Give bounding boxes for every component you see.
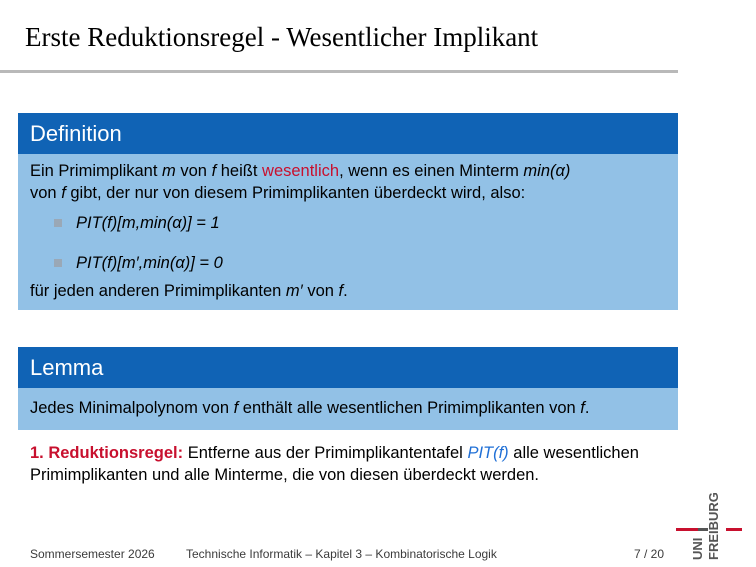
definition-intro-line-2 [30, 182, 666, 204]
title-divider [0, 70, 678, 73]
symbol-minterm: min(α) [523, 162, 571, 180]
logo-uni: UNI [690, 537, 705, 560]
lemma-heading: Lemma [18, 347, 678, 388]
symbol-pit: PIT(f) [467, 444, 509, 462]
rule-text: alle wesentlichen Primimplikanten und alle Minterme, die von diesen überdeckt werden. [30, 444, 639, 484]
lemma-block [18, 347, 678, 430]
lemma-text: enthält alle wesentlichen Primimplikanten von [238, 399, 581, 417]
logo-bar-right [726, 528, 742, 531]
keyword-wesentlich: wesentlich [262, 162, 340, 180]
university-logo [676, 478, 742, 560]
definition-text: gibt, der nur von diesem Primimplikanten überdeckt wird, also: [65, 184, 526, 202]
slide-title: Erste Reduktionsregel - Wesentlicher Implikant [25, 22, 539, 52]
lemma-text: Jedes Minimalpolynom von [30, 399, 234, 417]
lemma-text: . [584, 399, 590, 417]
logo-freiburg: FREIBURG [706, 492, 721, 560]
symbol-f: f [338, 282, 344, 300]
symbol-f: f [211, 162, 217, 180]
bullet-square-icon [54, 219, 62, 227]
footer-semester: Sommersemester 2026 [30, 547, 155, 561]
definition-intro [30, 160, 666, 182]
symbol-m-prime: m′ [285, 282, 303, 300]
symbol-f: f [61, 184, 66, 202]
formula-pit-m-prime: PIT(f)[m′,min(α)] = 0 [76, 254, 223, 272]
definition-outro [30, 280, 666, 302]
bullet-item [54, 212, 666, 234]
lemma-body [18, 388, 678, 430]
rule-text: Entferne aus der Primimplikantentafel [183, 444, 468, 462]
bullet-item [54, 252, 666, 274]
footer-course: Technische Informatik – Kapitel 3 – Kombinatorische Logik [186, 547, 497, 561]
logo-bar-left [676, 528, 698, 531]
formula-pit-m: PIT(f)[m,min(α)] = 1 [76, 214, 220, 232]
symbol-m: m [162, 162, 176, 180]
definition-block [18, 113, 678, 310]
reduction-rule [30, 442, 670, 486]
definition-body [18, 154, 678, 310]
definition-heading: Definition [18, 113, 678, 154]
definition-text: von [30, 184, 62, 202]
definition-text: von [302, 282, 339, 300]
footer-page-number: 7 / 20 [634, 547, 665, 561]
definition-text: von [175, 162, 212, 180]
bullet-square-icon [54, 259, 62, 267]
rule-label: 1. Reduktionsregel: [30, 444, 184, 462]
definition-text: . [343, 282, 348, 300]
definition-text: für jeden anderen Primimplikanten [30, 282, 286, 300]
definition-text: heißt [216, 162, 263, 180]
symbol-f: f [233, 399, 239, 417]
definition-text: Ein Primimplikant [30, 162, 163, 180]
symbol-f: f [580, 399, 585, 417]
definition-text: , wenn es einen Minterm [339, 162, 524, 180]
